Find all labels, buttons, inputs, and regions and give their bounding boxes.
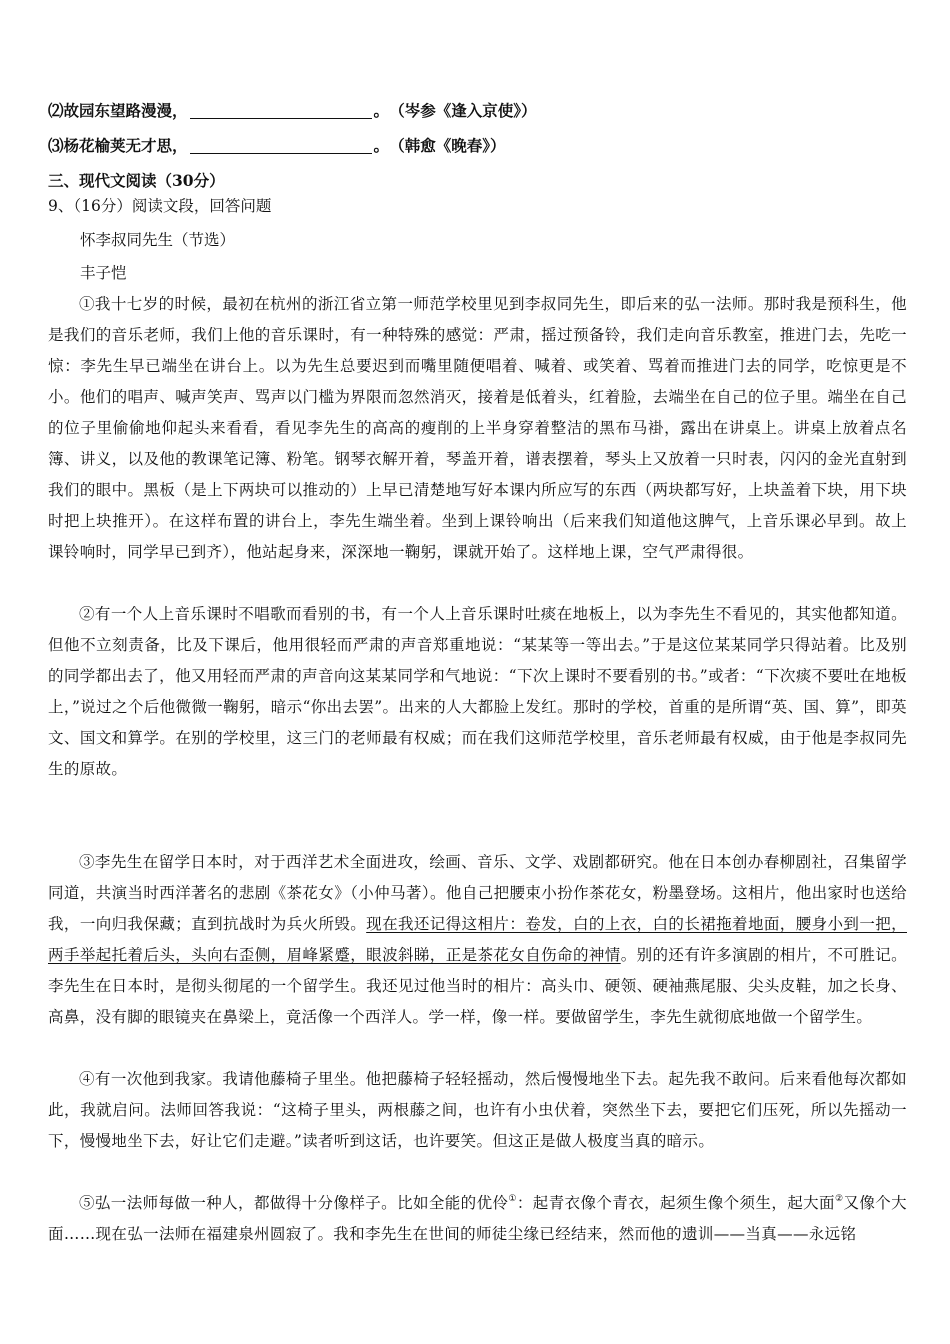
blank-source: （韩愈《晚春》） — [397, 136, 506, 155]
blank-end: 。 — [373, 101, 390, 120]
paragraph-2: ②有一个人上音乐课时不唱歌而看别的书，有一个人上音乐课时吐痰在地板上，以为李先生不看见的，其实他都知道。但他不立刻责备，比及下课后，他用很轻而严肃的声音郑重地说：“某某等一等出去。”于是这位某某同学只得站着。比及别的同学都出去了，他又用轻而严肃的声音向这某某同学和气地说：“下次上课时不要看别的书。”或者：“下次痰不要吐在地板上，”说过之个后他微微一鞠躬，暗示“你出去罢”。出来的人大都脸上发红。那时的学校，首重的是所谓“英、国、算”，即英文、国文和算学。在别的学校里，这三门的老师最有权威；而在我们这师范学校里，音乐老师最有权威，由于他是李叔同先生的原故。 — [48, 605, 907, 778]
question-prompt: 9、（16分）阅读文段，回答问题 — [48, 197, 272, 215]
fill-blank-2 — [48, 101, 537, 121]
paragraph-3-start: ③李先生在留学日本时，对于西洋艺术全面进攻，绘画、音乐、文学、戏剧都研究。他在日本创办春柳剧社，召集留学同道，共演当时西洋著名的悲剧《茶花女》（小仲马著）。他自己把腰束小扮作茶花女，粉墨登场。这相片，他出家时也送给我，一向归我保藏；直到抗战时为兵火所毁。 — [48, 853, 907, 933]
article-author: 丰子恺 — [80, 264, 127, 282]
blank-line-text: 故园东望路漫漫， — [63, 101, 188, 120]
paragraph-5-start: ⑤弘一法师每做一种人，都做得十分像样子。比如全能的优伶 — [79, 1194, 509, 1212]
blank-source: （岑参《逢入京使》） — [397, 101, 537, 120]
paragraph-5 — [48, 1188, 907, 1250]
paragraph-1: ①我十七岁的时候，最初在杭州的浙江省立第一师范学校里见到李叔同先生，即后来的弘一法师。那时我是预科生，他是我们的音乐老师，我们上他的音乐课时，有一种特殊的感觉：严肃，摇过预备铃，我们走向音乐教室，推进门去，先吃一惊：李先生早已端坐在讲台上。以为先生总要迟到而嘴里随便唱着、喊着、或笑着、骂着而推进门去的同学，吃惊更是不小。他们的唱声、喊声笑声、骂声以门槛为界限而忽然消灭，接着是低着头，红着脸，去端坐在自己的位子里。端坐在自己的位子里偷偷地仰起头来看看，看见李先生的高高的瘦削的上半身穿着整洁的黑布马褂，露出在讲桌上。讲桌上放着点名簿、讲义，以及他的教课笔记簿、粉笔。钢琴衣解开着，琴盖开着，谱表摆着，琴头上又放着一只时表，闪闪的金光直射到我们的眼中。黑板（是上下两块可以推动的）上早已清楚地写好本课内所应写的东西（两块都写好，上块盖着下块，用下块时把上块推开）。在这样布置的讲台上，李先生端坐着。坐到上课铃响出（后来我们知道他这脾气，上音乐课必早到。故上课铃响时，同学早已到齐），他站起身来，深深地一鞠躬，课就开始了。这样地上课，空气严肃得很。 — [48, 295, 907, 561]
blank-number: ⑶ — [48, 136, 64, 155]
answer-blank — [190, 104, 372, 119]
blank-end: 。 — [373, 136, 390, 155]
footnote-marker-2: ② — [834, 1194, 844, 1204]
answer-blank — [190, 139, 372, 154]
fill-blank-3 — [48, 136, 506, 156]
blank-line-text: 杨花榆荚无才思， — [63, 136, 188, 155]
footnote-marker-1: ① — [508, 1194, 517, 1204]
blank-number: ⑵ — [48, 101, 64, 120]
paragraph-5-end: 又像个大面……现在弘一法师在福建泉州圆寂了。我和李先生在世间的师徒尘缘已经结来，然而他的遗训——当真——永远铭 — [48, 1194, 908, 1243]
paragraph-3 — [48, 847, 907, 1033]
article-title: 怀李叔同先生（节选） — [80, 231, 236, 249]
paragraph-5-middle: ：起青衣像个青衣，起须生像个须生，起大面 — [516, 1194, 835, 1212]
section-heading: 三、现代文阅读（30分） — [48, 171, 225, 190]
paragraph-4: ④有一次他到我家。我请他藤椅子里坐。他把藤椅子轻轻摇动，然后慢慢地坐下去。起先我不敢问。后来看他每次都如此，我就启问。法师回答我说：“这椅子里头，两根藤之间，也许有小虫伏着，突然坐下去，要把它们压死，所以先摇动一下，慢慢地坐下去，好让它们走避。”读者听到这话，也许要笑。但这正是做人极度当真的暗示。 — [48, 1070, 907, 1150]
paragraph-3-end: 。别的还有许多演剧的相片，不可胜记。李先生在日本时，是彻头彻尾的一个留学生。我还见过他当时的相片：高头巾、硬领、硬袖燕尾服、尖头皮鞋，加之长身、高鼻，没有脚的眼镜夹在鼻梁上，竟活像一个西洋人。学一样，像一样。要做留学生，李先生就彻底地做一个留学生。 — [48, 946, 907, 1026]
underlined-passage: 现在我还记得这相片：卷发，白的上衣，白的长裙拖着地面，腰身小到一把，两手举起托着后头，头向右歪侧，眉峰紧蹙，眼波斜睇，正是茶花女自伤命的神情 — [48, 915, 907, 964]
